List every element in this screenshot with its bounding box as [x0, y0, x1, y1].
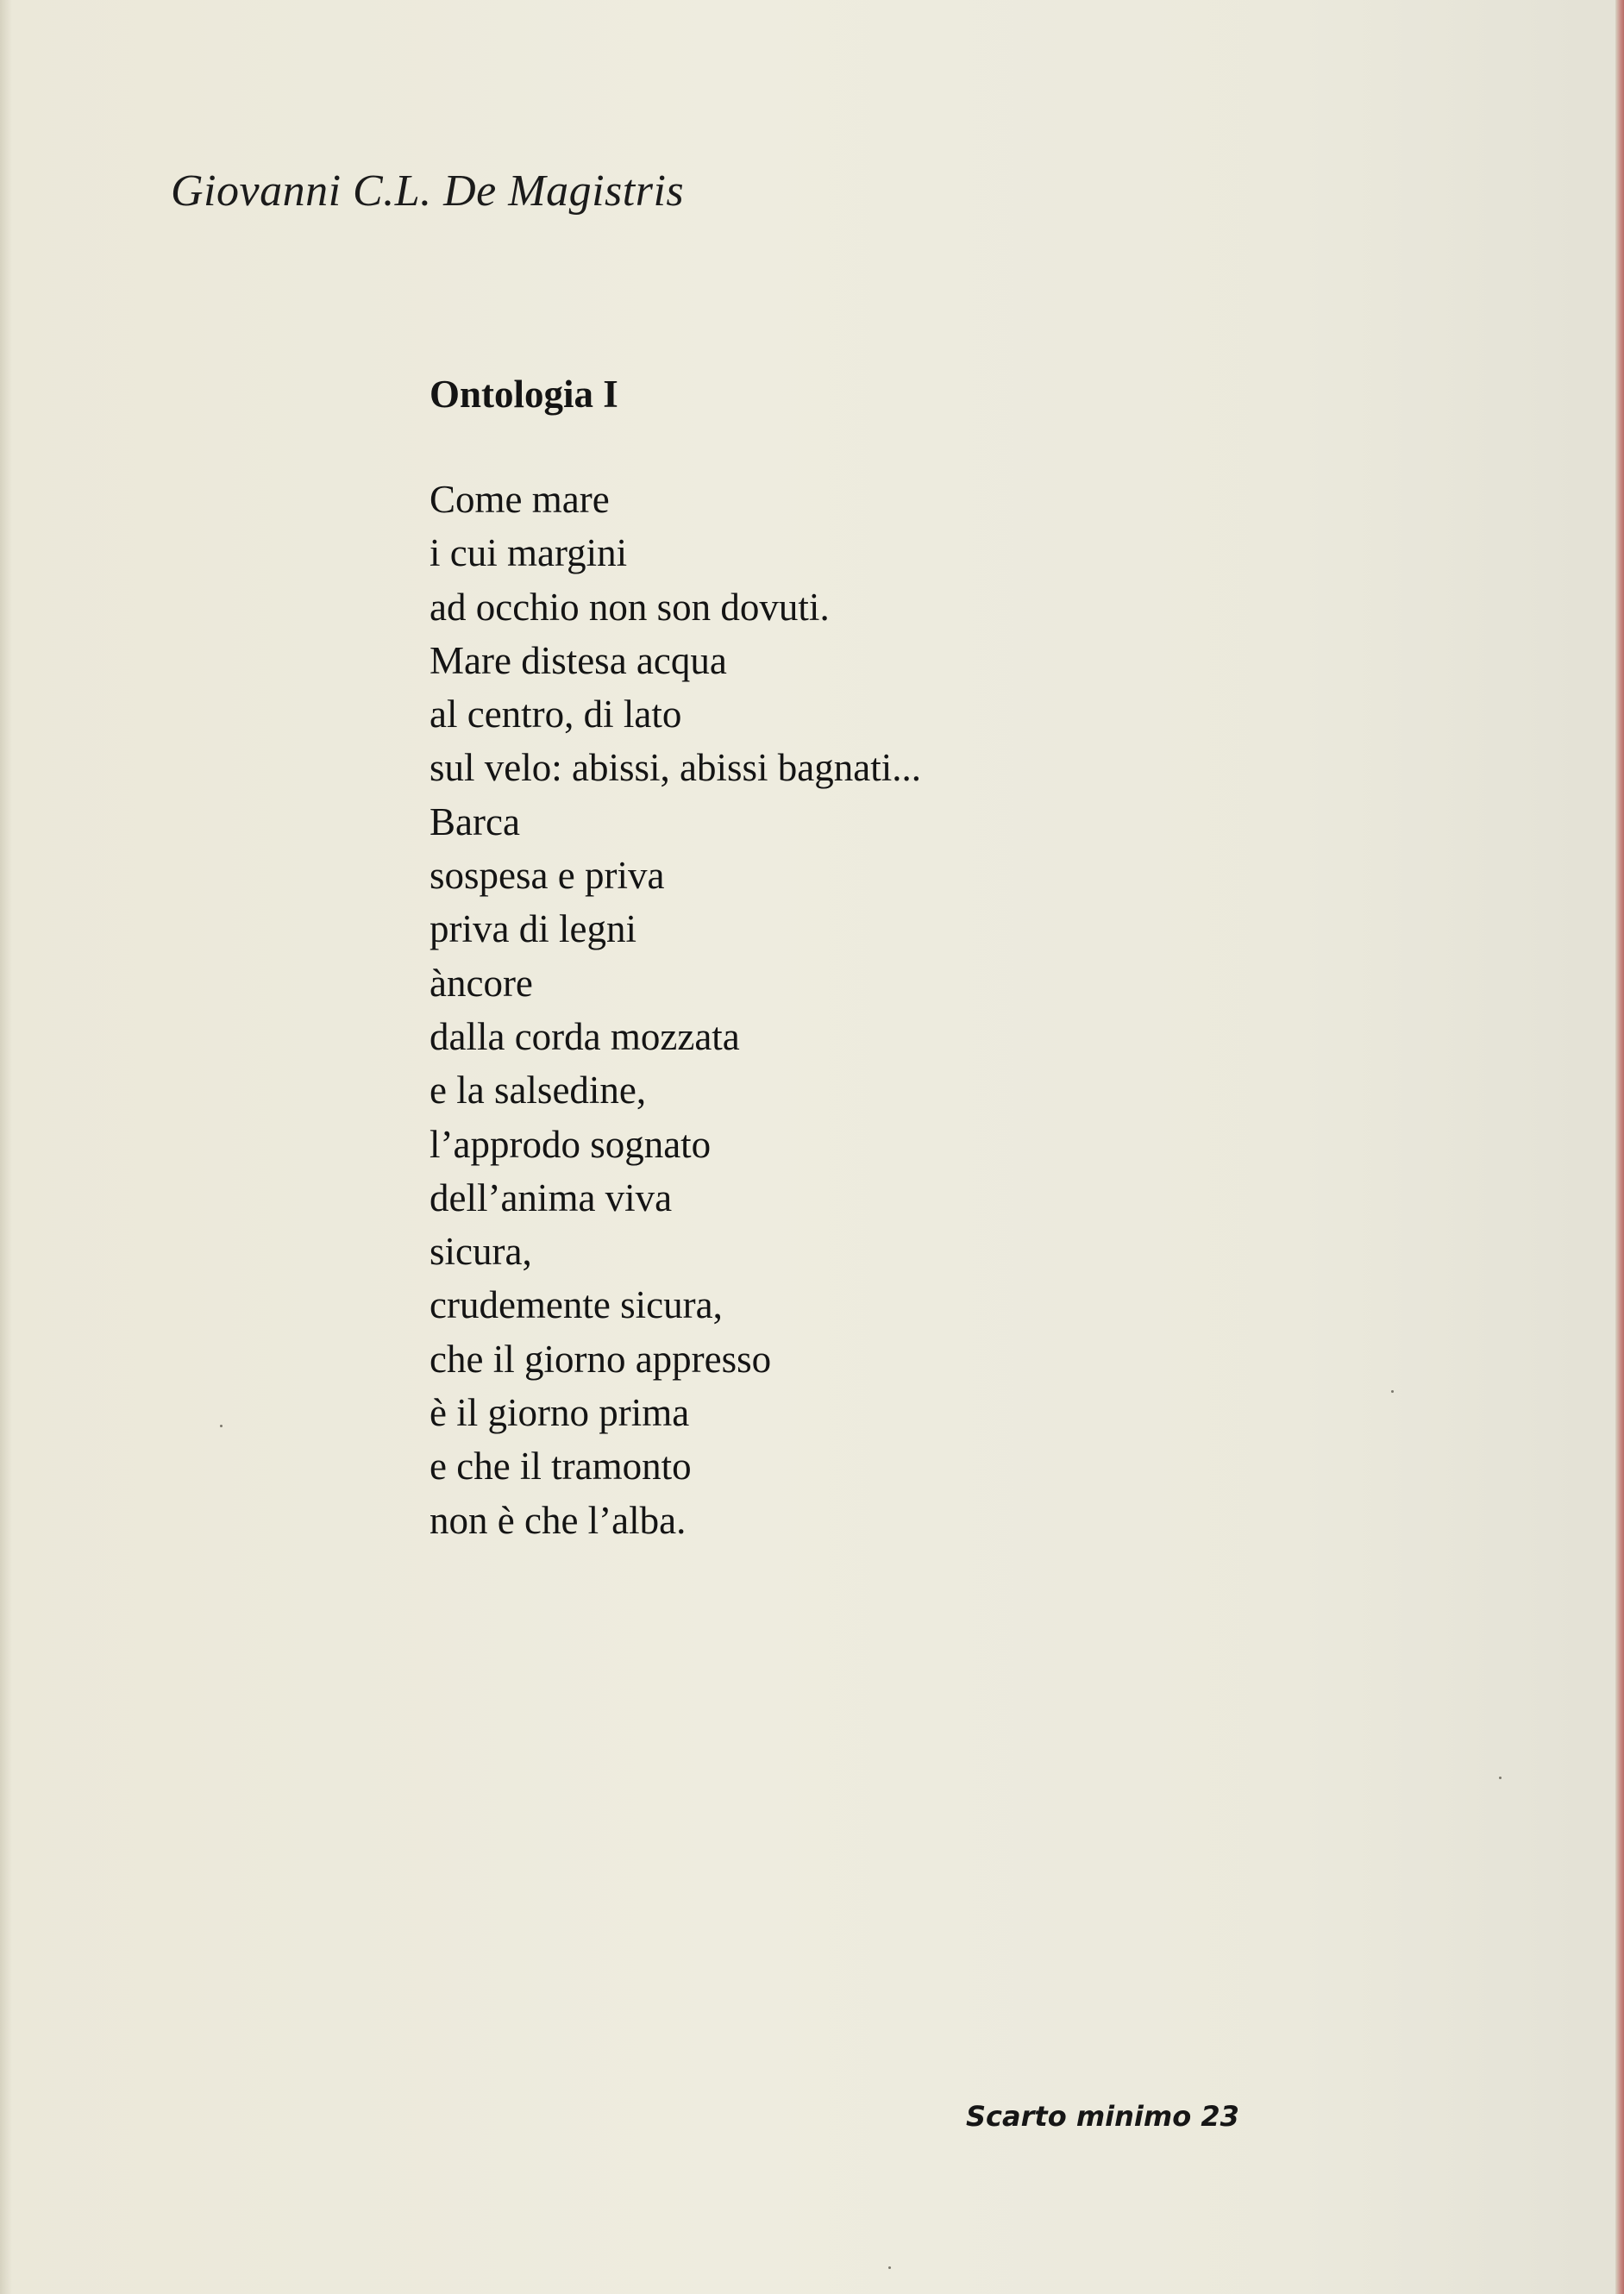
poem-line: è il giorno prima: [430, 1391, 690, 1435]
poem-line: e la salsedine,: [430, 1069, 647, 1113]
poem-line: e che il tramonto: [430, 1445, 692, 1489]
poem-line: Mare distesa acqua: [430, 638, 727, 682]
poem-line: al centro, di lato: [430, 693, 682, 736]
page-left-shadow: [0, 0, 12, 2294]
poem-line: Barca: [430, 799, 520, 843]
poem-line: sicura,: [430, 1230, 532, 1274]
poem-line: priva di legni: [430, 907, 636, 951]
poem-line: dell’anima viva: [430, 1175, 673, 1219]
page-footer: Scarto minimo 23: [966, 2100, 1239, 2133]
author-name: Giovanni C.L. De Magistris: [171, 166, 685, 216]
paper-speck: [1391, 1390, 1394, 1393]
poem-line: crudemente sicura,: [430, 1283, 723, 1327]
poem-line: ad occhio non son dovuti.: [430, 585, 830, 629]
poem-line: sul velo: abissi, abissi bagnati...: [430, 746, 921, 790]
poem-line: sospesa e priva: [430, 854, 665, 898]
poem-line: àncore: [430, 961, 533, 1005]
poem: [430, 367, 1085, 1547]
paper-speck: [220, 1425, 223, 1427]
poem-line: i cui margini: [430, 531, 628, 575]
poem-lines: [430, 473, 1085, 1547]
poem-title: Ontologia I: [430, 373, 618, 416]
poem-line: che il giorno appresso: [430, 1337, 772, 1381]
page-right-edge: [1615, 0, 1624, 2294]
poem-line: Come mare: [430, 478, 610, 521]
poem-line: non è che l’alba.: [430, 1498, 687, 1542]
paper-speck: [1499, 1777, 1502, 1779]
poem-line: dalla corda mozzata: [430, 1014, 740, 1058]
poem-line: l’approdo sognato: [430, 1122, 712, 1166]
paper-speck: [888, 2266, 891, 2269]
